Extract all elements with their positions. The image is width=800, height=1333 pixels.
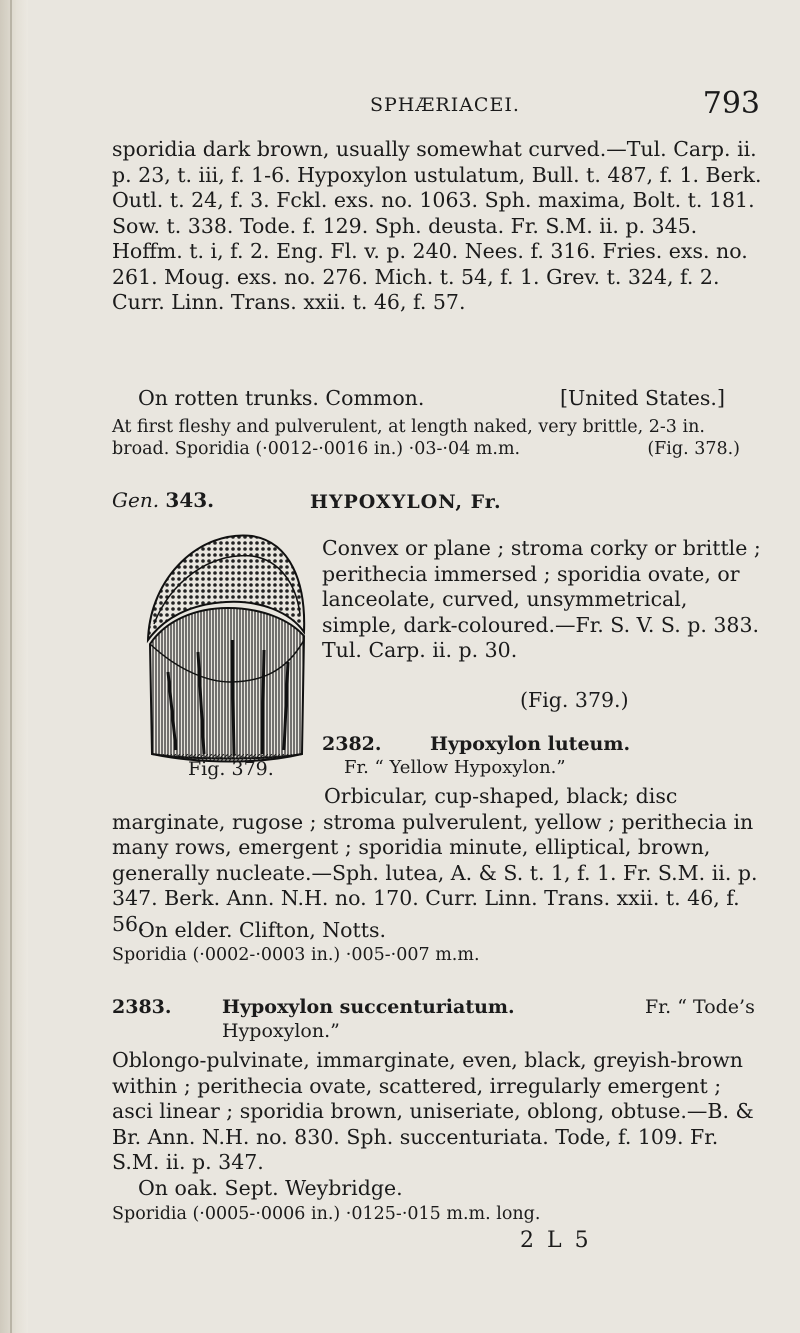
genus-label [112,488,214,514]
genus-heading [112,488,772,518]
species-2382-number: 2382. [322,733,382,755]
species-2383-number: 2383. [112,996,172,1018]
previous-entry-spores-text: At first fleshy and pulverulent, at length naked, very brittle, 2-3 in. broad. Sporidia (·0012-·0016 in.) ·03-·04 m.m. [112,417,705,459]
previous-entry-spores [112,416,762,460]
species-2382-authority: Fr. “ Yellow Hypoxylon.” [344,757,566,778]
page-number: 793 [702,86,760,121]
species-2383-description: Oblongo-pulvinate, immarginate, even, black, greyish-brown within ; perithecia ovate, scattered, irregularly emergent ; asci linear ; sporidia brown, uniseriate, oblong, obtuse.—B. & Br. Ann. N.H. no. 830. Sph. succenturiata. Tode, f. 109. Fr. S.M. ii. p. 347. [112,1048,754,1174]
previous-entry-region: [United States.] [560,386,725,410]
figure-379-illustration [140,522,310,764]
species-2382-name: Hypoxylon luteum. [430,733,631,755]
previous-entry-habitat: On rotten trunks. Common. [138,386,425,410]
running-header [320,86,760,122]
species-2382-habitat: On elder. Clifton, Notts. [138,918,387,942]
species-2382-description [112,784,762,937]
genus-description: Convex or plane ; stroma corky or brittle ; perithecia immersed ; sporidia ovate, or lanceolate, curved, unsymmetrical, simple, dark-coloured.—Fr. S. V. S. p. 383. Tul. Carp. ii. p. 30. [322,536,761,662]
species-2383-authority-cont: Hypoxylon.” [222,1020,340,1042]
species-2382-spores: Sporidia (·0002-·0003 in.) ·005-·007 m.m. [112,945,480,965]
stroma-body [150,608,304,762]
figure-caption: Fig. 379. [188,758,274,780]
genus-name: HYPOXYLON, Fr. [310,491,502,513]
species-2382-description-text: Orbicular, cup-shaped, black; disc marginate, rugose ; stroma pulverulent, yellow ; perithecia in many rows, emergent ; sporidia minute, elliptical, brown, generally nucleate.—Sph. lutea, A. & S. t. 1, f. 1. Fr. S.M. ii. p. 347. Berk. Ann. N.H. no. 170. Curr. Linn. Trans. xxii. t. 46, f. 56. [112,784,758,936]
species-2383-authority: Fr. “ Tode’s [645,996,755,1018]
species-2383-name: Hypoxylon succenturiatum. [222,996,515,1018]
running-title: SPHÆRIACEI. [370,94,520,116]
species-2383-spores: Sporidia (·0005-·0006 in.) ·0125-·015 m.m. long. [112,1204,541,1224]
previous-entry-description: sporidia dark brown, usually somewhat curved.—Tul. Carp. ii. p. 23, t. iii, f. 1-6. Hypoxylon ustulatum, Bull. t. 487, f. 1. Berk. Outl. t. 24, f. 3. Fckl. exs. no. 1063. Sph. maxima, Bolt. t. 181. Sow. t. 338. Tode. f. 129. Sph. deusta. Fr. S.M. ii. p. 345. Hoffm. t. i, f. 2. Eng. Fl. v. p. 240. Nees. f. 316. Fries. exs. no. 261. Moug. exs. no. 276. Mich. t. 54, f. 1. Grev. t. 324, f. 2. Curr. Linn. Trans. xxii. t. 46, f. 57. [112,137,762,314]
genus-number: 343. [165,488,215,512]
previous-entry-figure-ref: (Fig. 378.) [647,439,740,459]
species-2383-habitat: On oak. Sept. Weybridge. [138,1176,403,1200]
genus-label-text: Gen. [112,488,160,512]
genus-figure-ref: (Fig. 379.) [520,688,629,712]
signature-mark: 2 L 5 [520,1228,592,1253]
